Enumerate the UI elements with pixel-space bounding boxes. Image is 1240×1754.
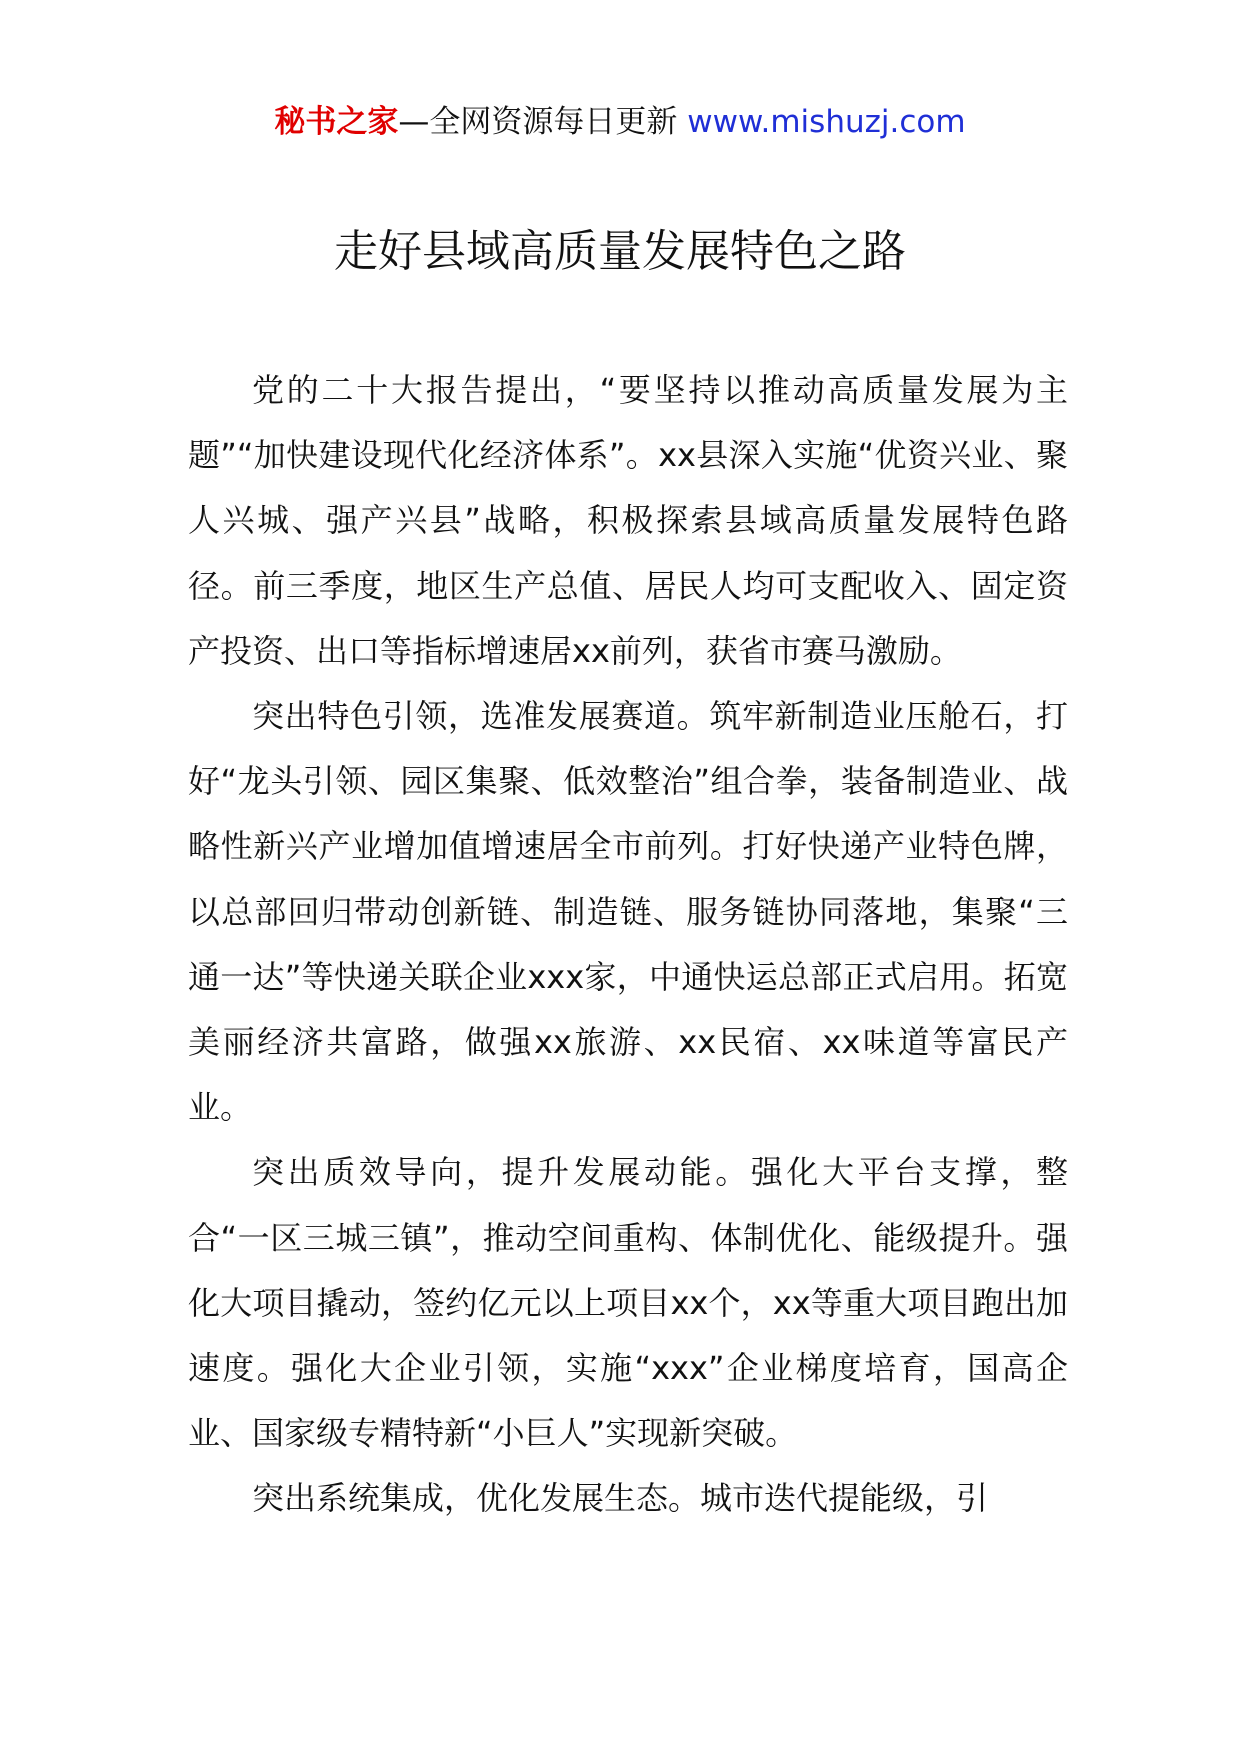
site-brand: 秘书之家 [274, 104, 399, 140]
paragraph-feature-leading: 突出特色引领，选准发展赛道。筑牢新制造业压舱石，打好“龙头引领、园区集聚、低效整治”组合拳，装备制造业、战略性新兴产业增加值增速居全市前列。打好快递产业特色牌，以总部回归带动创新链、制造链、服务链协同落地，集聚“三通一达”等快递关联企业xxx家，中通快运总部正式启用。拓宽美丽经济共富路，做强xx旅游、xx民宿、xx味道等富民产业。 [188, 697, 1068, 1127]
document-title: 走好县域高质量发展特色之路 [334, 226, 906, 277]
site-header [0, 100, 1240, 144]
paragraph-intro: 党的二十大报告提出，“要坚持以推动高质量发展为主题”“加快建设现代化经济体系”。xx县深入实施“优资兴业、聚人兴城、强产兴县”战略，积极探索县域高质量发展特色路径。前三季度，地区生产总值、居民人均可支配收入、固定资产投资、出口等指标增速居xx前列，获省市赛马激励。 [188, 371, 1068, 670]
site-slogan: —全网资源每日更新 [398, 104, 688, 140]
document-body [188, 358, 1068, 1532]
site-url-link[interactable]: www.mishuzj.com [687, 104, 966, 140]
paragraph-system-integration: 突出系统集成，优化发展生态。城市迭代提能级，引 [252, 1479, 989, 1518]
paragraph-quality-orientation: 突出质效导向，提升发展动能。强化大平台支撑，整合“一区三城三镇”，推动空间重构、体制优化、能级提升。强化大项目撬动，签约亿元以上项目xx个，xx等重大项目跑出加速度。强化大企业引领，实施“xxx”企业梯度培育，国高企业、国家级专精特新“小巨人”实现新突破。 [188, 1153, 1068, 1453]
